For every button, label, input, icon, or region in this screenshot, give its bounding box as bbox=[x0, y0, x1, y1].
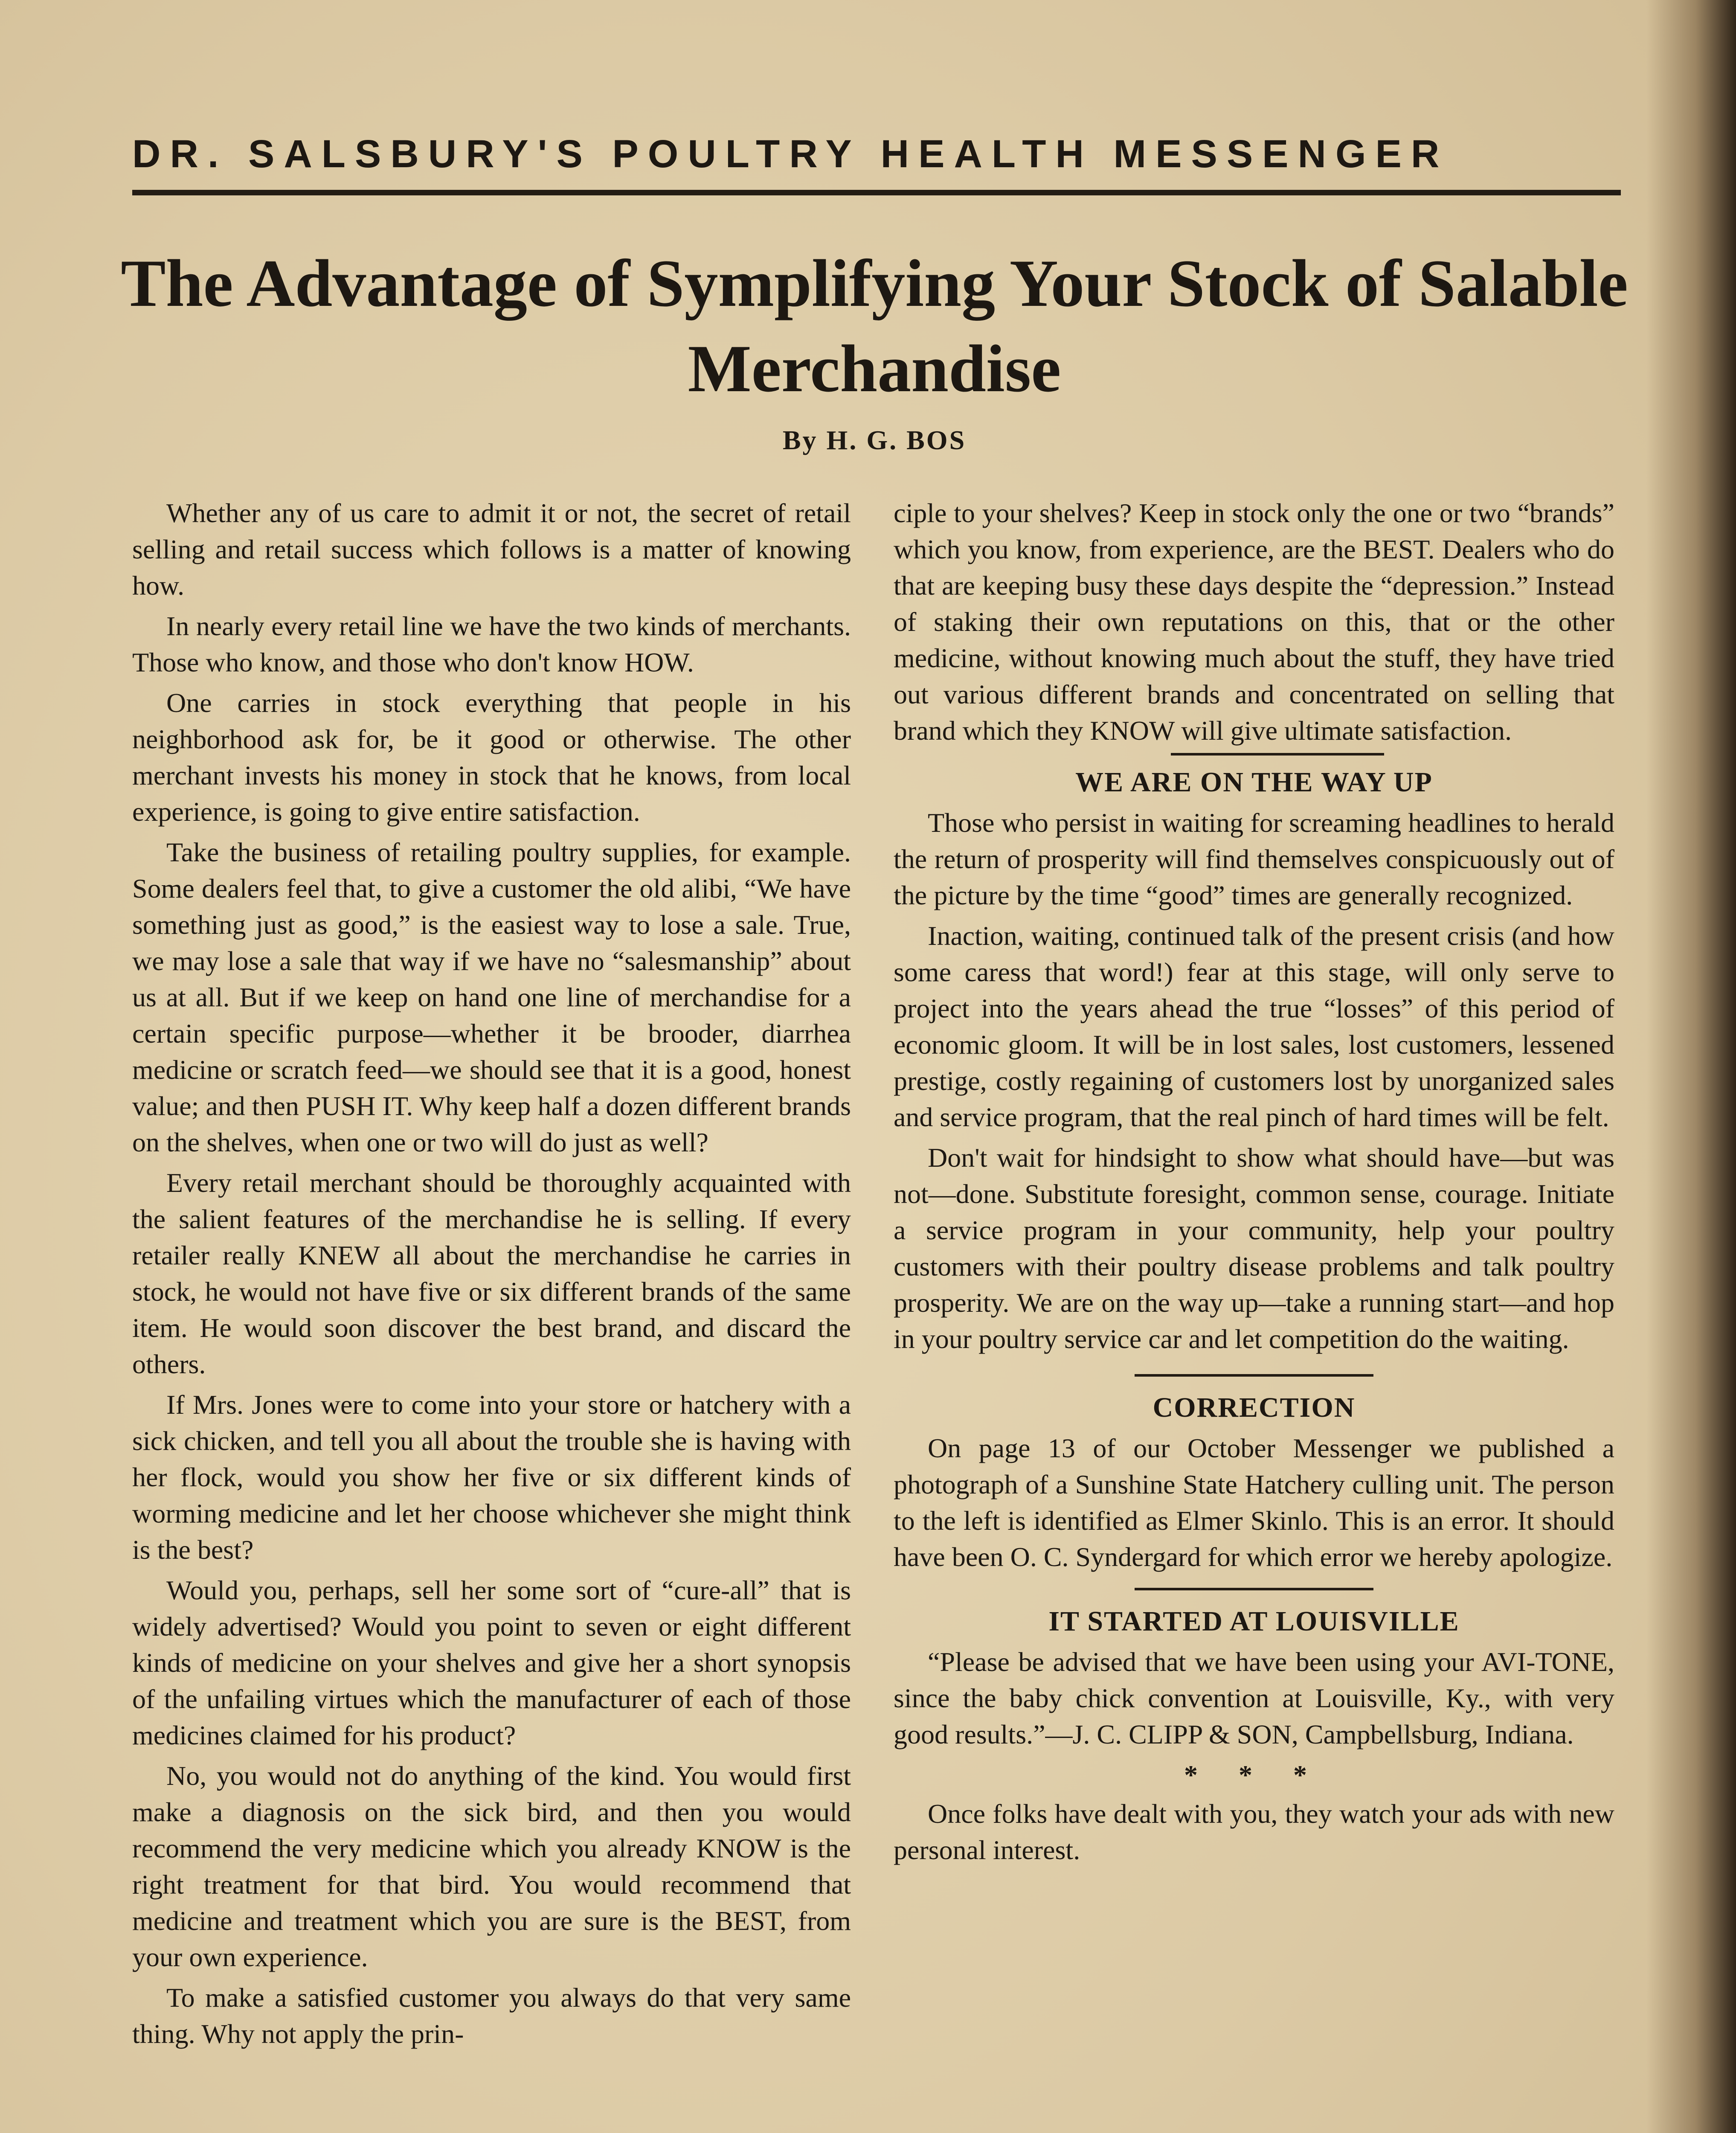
left-column bbox=[132, 495, 851, 2056]
section-heading: WE ARE ON THE WAY UP bbox=[1075, 767, 1433, 798]
page-binding-shadow bbox=[1646, 0, 1736, 2133]
paragraph: Don't wait for hindsight to show what should have—but was not—done. Substitute foresight, common sense, courage. Initiate a service program in your community, help your poultry customers with their poultry disease problems and talk poultry prosperity. We are on the way up—take a running start—and hop in your poultry service car and let competition do the waiting. bbox=[894, 1142, 1614, 1354]
paragraph: No, you would not do anything of the kind. You would first make a diagnosis on the sick bird, and then you would recommend the very medicine which you already KNOW is the right treatment for that bird. You would recommend that medicine and treatment which you are sure is the BEST, from your own experience. bbox=[132, 1761, 851, 1972]
section-heading: CORRECTION bbox=[1152, 1392, 1356, 1423]
paragraph: One carries in stock everything that people in his neighborhood ask for, be it good or otherwise. The other merchant invests his money in stock that he knows, from local experience, is going to give entire satisfaction. bbox=[132, 688, 851, 827]
paragraph: If Mrs. Jones were to come into your store or hatchery with a sick chicken, and tell you all about the trouble she is having with her flock, would you show her five or six different kinds of worming medicine and let her choose whichever she might think is the best? bbox=[132, 1389, 851, 1565]
section-divider bbox=[1171, 753, 1384, 756]
paragraph: Once folks have dealt with you, they watch your ads with new personal interest. bbox=[894, 1799, 1614, 1865]
paragraph: Take the business of retailing poultry supplies, for example. Some dealers feel that, to give a customer the old alibi, “We have something just as good,” is the easiest way to lose a sale. True, we may lose a sale that way if we have no “salesmanship” about us at all. But if we keep on hand one line of merchandise for a certain specific purpose—whether it be brooder, diarrhea medicine or scratch feed—we should see that it is a good, honest value; and then PUSH IT. Why keep half a dozen different brands on the shelves, when one or two will do just as well? bbox=[132, 837, 851, 1157]
article-byline: By H. G. BOS bbox=[782, 425, 967, 455]
section-divider bbox=[1135, 1588, 1373, 1590]
masthead: DR. SALSBURY'S POULTRY HEALTH MESSENGER bbox=[132, 132, 1449, 176]
paragraph: Would you, perhaps, sell her some sort of “cure-all” that is widely advertised? Would you point to seven or eight different kinds of medicine on your shelves and give her a short synopsis of the unfailing virtues which the manufacturer of each of those medicines claimed for his product? bbox=[132, 1575, 851, 1750]
paragraph-continuation: ciple to your shelves? Keep in stock only the one or two “brands” which you know, from experience, are the BEST. Dealers who do that are keeping busy these days despite the “depression.” Instead of staking their own reputations on this, that or the other medicine, without knowing much about the stuff, they have tried out various different brands and concentrated on selling that brand which they KNOW will give ultimate satisfaction. bbox=[894, 498, 1614, 746]
article-title: The Advantage of Symplifying Your Stock of Salable Merchandise bbox=[121, 246, 1628, 406]
right-column bbox=[894, 495, 1614, 1872]
paragraph: On page 13 of our October Messenger we published a photograph of a Sunshine State Hatchery culling unit. The person to the left is identified as Elmer Skinlo. This is an error. It should have been O. C. Syndergard for which error we hereby apologize. bbox=[894, 1433, 1614, 1572]
paragraph: In nearly every retail line we have the two kinds of merchants. Those who know, and those who don't know HOW. bbox=[132, 611, 851, 677]
paragraph: Every retail merchant should be thoroughly acquainted with the salient features of the merchandise he is selling. If every retailer really KNEW all about the merchandise he carries in stock, he would not have five or six different brands of the same item. He would soon discover the best brand, and discard the others. bbox=[132, 1168, 851, 1379]
paragraph: Those who persist in waiting for screaming headlines to herald the return of prosperity will find themselves conspicuously out of the picture by the time “good” times are generally recognized. bbox=[894, 808, 1614, 910]
paragraph: Inaction, waiting, continued talk of the present crisis (and how some caress that word!) fear at this stage, will only serve to project into the years ahead the true “losses” of this period of economic gloom. It will be in lost sales, lost customers, lessened prestige, costly regaining of customers lost by unorganized sales and service program, that the real pinch of hard times will be felt. bbox=[894, 921, 1614, 1132]
section-separator: * * * bbox=[1184, 1760, 1324, 1790]
section-heading: IT STARTED AT LOUISVILLE bbox=[1048, 1606, 1460, 1637]
paragraph: To make a satisfied customer you always do that very same thing. Why not apply the prin- bbox=[132, 1982, 851, 2049]
paragraph: “Please be advised that we have been using your AVI-TONE, since the baby chick convention at Louisville, Ky., with very good results.”—J. C. CLIPP & SON, Campbellsburg, Indiana. bbox=[894, 1647, 1614, 1749]
paragraph: Whether any of us care to admit it or not, the secret of retail selling and retail success which follows is a matter of knowing how. bbox=[132, 498, 851, 601]
section-divider bbox=[1135, 1374, 1373, 1377]
masthead-rule bbox=[132, 190, 1621, 195]
